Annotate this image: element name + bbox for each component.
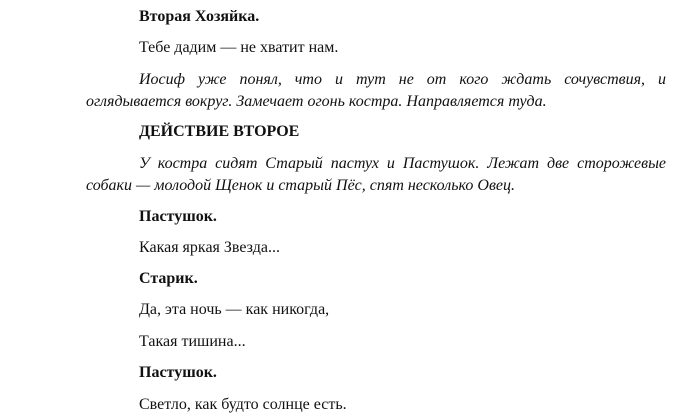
stage-direction-joseph-text: Иосиф уже понял, что и тут не от кого ждать сочувствия, и оглядывается вокруг. Замечает огонь костра. Направляется туда. (86, 71, 666, 110)
speaker-second-hostess: Вторая Хозяйка. (139, 8, 260, 25)
act-two-heading: ДЕЙСТВИЕ ВТОРОЕ (139, 123, 300, 140)
stage-direction-campfire (86, 153, 666, 197)
dialogue-line-shepherd-boy: Какая яркая Звезда... (139, 239, 280, 256)
stage-direction-campfire-text: У костра сидят Старый пастух и Пастушок. Лежат две сторожевые собаки — молодой Щенок и старый Пёс, спят несколько Овец. (86, 155, 666, 194)
dialogue-line-old-man-1: Да, эта ночь — как никогда, (139, 301, 330, 318)
dialogue-line-second-hostess: Тебе дадим — не хватит нам. (139, 39, 339, 56)
dialogue-line-shepherd-boy-2: Светло, как будто солнце есть. (139, 396, 347, 413)
dialogue-line-old-man-2: Такая тишина... (139, 333, 246, 350)
speaker-shepherd-boy-2: Пастушок. (139, 364, 217, 381)
speaker-old-man: Старик. (139, 270, 198, 287)
speaker-shepherd-boy: Пастушок. (139, 208, 217, 225)
stage-direction-joseph (86, 69, 666, 113)
